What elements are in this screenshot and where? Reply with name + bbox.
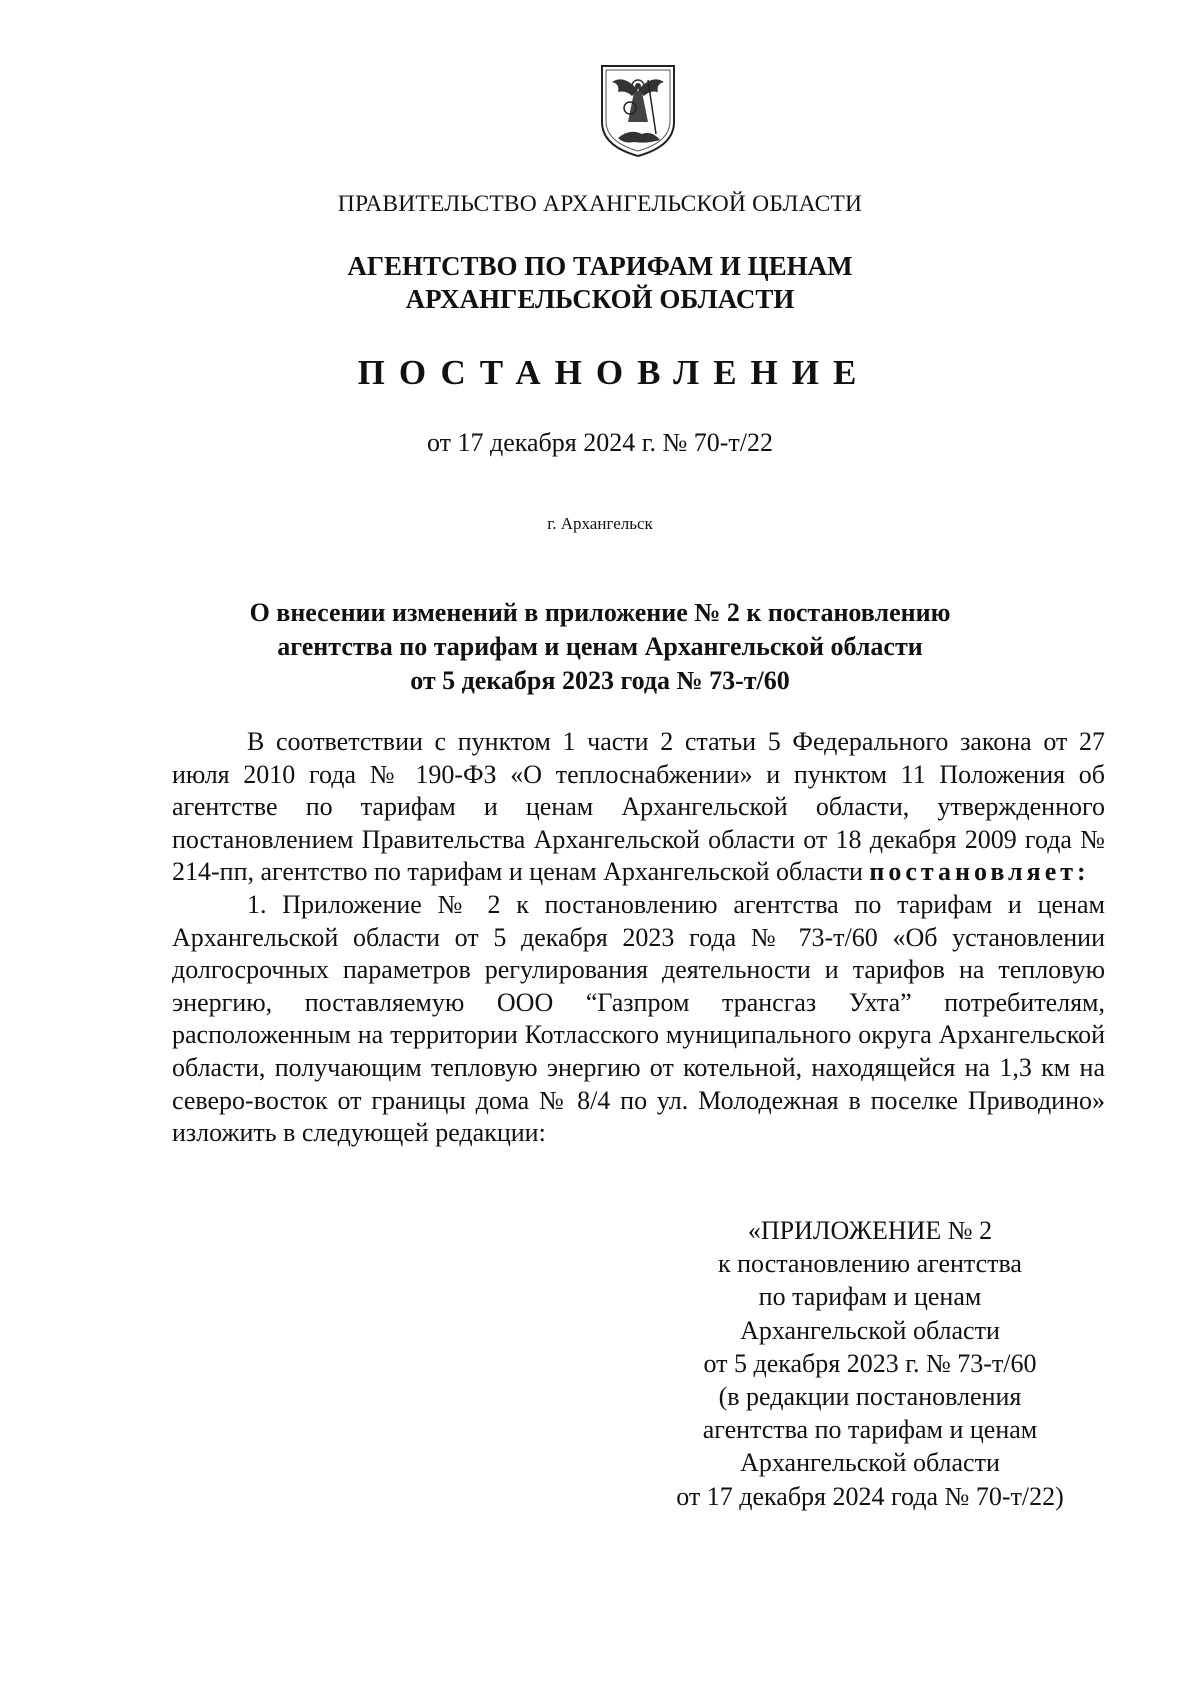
resolves-word: постановляет (869, 857, 1078, 887)
subject-line-1: О внесении изменений в приложение № 2 к постановлению (249, 598, 951, 627)
document-type-title: ПОСТАНОВЛЕНИЕ (357, 353, 871, 392)
annex-line: Архангельской области (740, 1315, 1000, 1345)
resolves-colon: : (1077, 857, 1090, 887)
agency-name (0, 250, 1200, 316)
coat-of-arms-icon (596, 60, 680, 160)
agency-name-line-2: АРХАНГЕЛЬСКОЙ ОБЛАСТИ (405, 284, 795, 314)
annex-line: от 17 декабря 2024 года № 70-т/22) (676, 1481, 1064, 1511)
subject-line-3: от 5 декабря 2023 года № 73-т/60 (410, 666, 790, 695)
document-subject (0, 596, 1200, 698)
preamble-paragraph (172, 726, 1105, 889)
document-body (172, 726, 1105, 1150)
annex-line: агентства по тарифам и ценам (702, 1415, 1038, 1445)
annex-line: от 5 декабря 2023 г. № 73-т/60 (703, 1348, 1037, 1378)
document-date-number: от 17 декабря 2024 г. № 70-т/22 (426, 428, 774, 457)
annex-line: по тарифам и ценам (758, 1282, 982, 1312)
preamble-text: В соответствии с пунктом 1 части 2 статьи 5 Федерального закона от 27 июля 2010 года № 190-ФЗ «О теплоснабжении» и пунктом 11 Положения об агентстве по тарифам и ценам Архангельской области, утвержденного постановлением Правительства Архангельской области от 18 декабря 2009 года № 214-пп, агентство по тарифам и ценам Архангельской области (172, 727, 1105, 887)
annex-header (660, 1214, 1080, 1513)
annex-line: к постановлению агентства (718, 1249, 1022, 1279)
annex-line: (в редакции постановления (718, 1382, 1022, 1412)
annex-line: «ПРИЛОЖЕНИЕ № 2 (747, 1216, 993, 1245)
document-city: г. Архангельск (547, 514, 653, 533)
government-name: ПРАВИТЕЛЬСТВО АРХАНГЕЛЬСКОЙ ОБЛАСТИ (337, 191, 863, 217)
agency-name-line-1: АГЕНТСТВО ПО ТАРИФАМ И ЦЕНАМ (347, 251, 853, 281)
annex-line: Архангельской области (740, 1448, 1000, 1478)
clause-1-paragraph: 1. Приложение № 2 к постановлению агентства по тарифам и ценам Архангельской области от 5 декабря 2023 года № 73-т/60 «Об установлении долгосрочных параметров регулирования деятельности и тарифов на тепловую энергию, поставляемую ООО “Газпром трансгаз Ухта” потребителям, расположенным на территории Котласского муниципального округа Архангельской области, получающим тепловую энергию от котельной, находящейся на 1,3 км на северо-восток от границы дома № 8/4 по ул. Молодежная в поселке Приводино» изложить в следующей редакции: (172, 889, 1105, 1148)
subject-line-2: агентства по тарифам и ценам Архангельской области (277, 632, 923, 661)
